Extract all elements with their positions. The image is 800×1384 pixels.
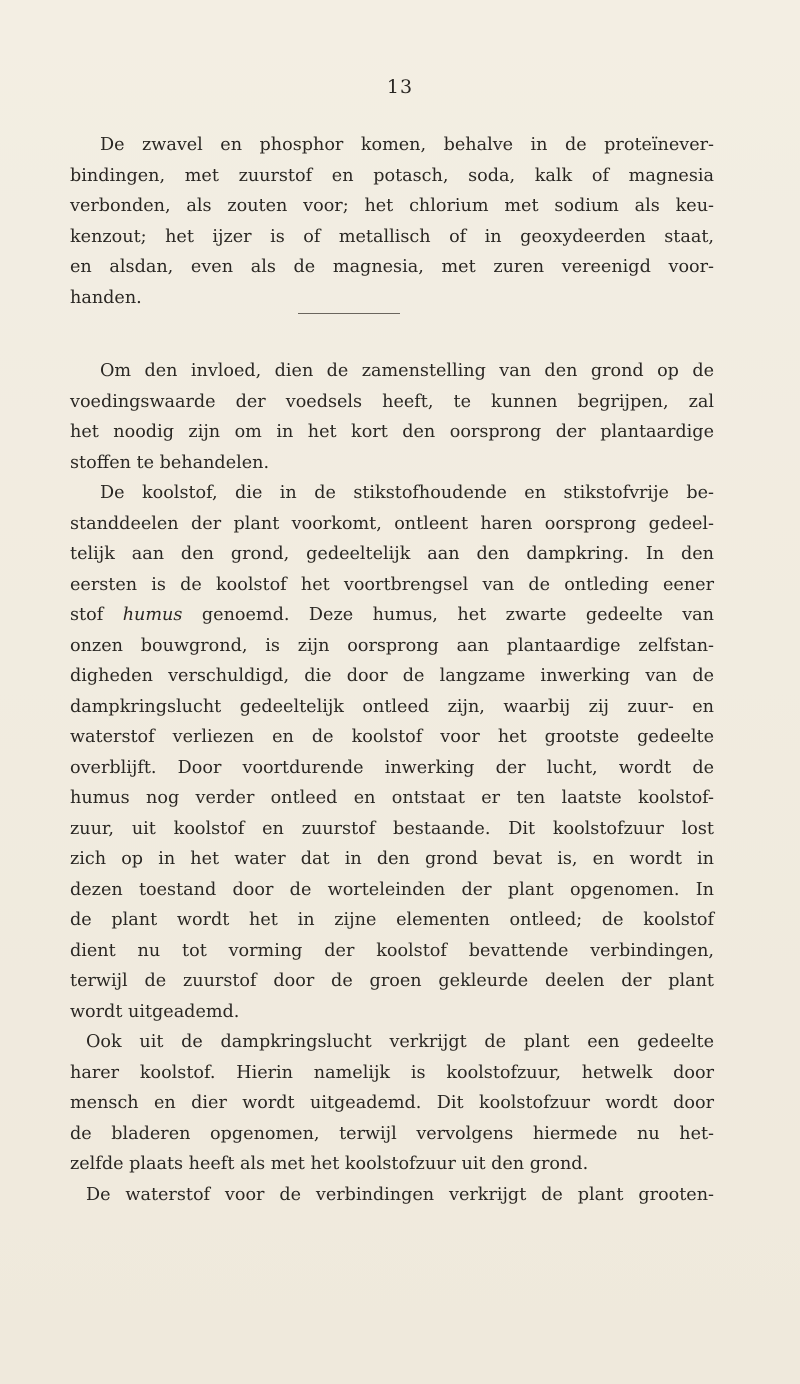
- text-line: handen.: [70, 287, 142, 308]
- text-line: humus nog verder ontleed en ontstaat er ten laatste koolstof-: [70, 788, 714, 808]
- section-divider: [298, 313, 400, 314]
- text-line: verbonden, als zouten voor; het chlorium met sodium als keu-: [70, 196, 714, 216]
- text-line: waterstof verliezen en de koolstof voor het grootste gedeelte: [70, 727, 714, 747]
- text-line: wordt uitgeademd.: [70, 1001, 240, 1022]
- text-line: De waterstof voor de verbindingen verkrijgt de plant grooten-: [86, 1184, 714, 1205]
- text-line: dampkringslucht gedeeltelijk ontleed zijn, waarbij zij zuur- en: [70, 696, 714, 717]
- text-line: bindingen, met zuurstof en potasch, soda, kalk of magnesia: [70, 165, 714, 186]
- text-line: de bladeren opgenomen, terwijl vervolgens hiermede nu het-: [70, 1123, 714, 1144]
- text-line: kenzout; het ijzer is of metallisch of in geoxydeerden staat,: [70, 226, 714, 247]
- text-line: standdeelen der plant voorkomt, ontleent haren oorsprong gedeel-: [70, 513, 714, 534]
- text-line: zuur, uit koolstof en zuurstof bestaande. Dit koolstofzuur lost: [70, 818, 714, 839]
- paragraph-dampkringslucht: [70, 1027, 714, 1180]
- text-line: zich op in het water dat in den grond bevat is, en wordt in: [70, 849, 714, 869]
- text-line: telijk aan den grond, gedeeltelijk aan den dampkring. In den: [70, 544, 714, 564]
- text-line: onzen bouwgrond, is zijn oorsprong aan plantaardige zelfstan-: [70, 635, 714, 656]
- text-line: digheden verschuldigd, die door de langzame inwerking van de: [70, 666, 714, 686]
- text-line: mensch en dier wordt uitgeademd. Dit koolstofzuur wordt door: [70, 1093, 714, 1113]
- text-line: terwijl de zuurstof door de groen gekleurde deelen der plant: [70, 971, 714, 991]
- text-line: dient nu tot vorming der koolstof bevattende verbindingen,: [70, 940, 714, 961]
- text-line: Ook uit de dampkringslucht verkrijgt de plant een gedeelte: [86, 1032, 714, 1052]
- text-line: overblijft. Door voortdurende inwerking der lucht, wordt de: [70, 757, 714, 778]
- paragraph-waterstof: [70, 1180, 714, 1211]
- emphasized-term: humus: [122, 605, 183, 625]
- text-line: dezen toestand door de worteleinden der plant opgenomen. In: [70, 879, 714, 900]
- paragraph-zwavel-phosphor: [70, 130, 714, 313]
- text-line: het noodig zijn om in het kort den oorsprong der plantaardige: [70, 422, 714, 442]
- text-line: en alsdan, even als de magnesia, met zuren vereenigd voor-: [70, 257, 714, 277]
- paragraph-invloed: [70, 356, 714, 478]
- text-line: De koolstof, die in de stikstofhoudende en stikstofvrije be-: [100, 483, 714, 503]
- text-line: zelfde plaats heeft als met het koolstofzuur uit den grond.: [70, 1154, 589, 1174]
- text-line: de plant wordt het in zijne elementen ontleed; de koolstof: [70, 910, 714, 930]
- text-line: De zwavel en phosphor komen, behalve in de proteïnever-: [100, 135, 714, 155]
- text-line: stoffen te behandelen.: [70, 452, 270, 473]
- text-line: Om den invloed, dien de zamenstelling van den grond op de: [100, 361, 714, 381]
- section-body: [70, 356, 714, 1210]
- paragraph-koolstof: [70, 478, 714, 1027]
- text-line: harer koolstof. Hierin namelijk is koolstofzuur, hetwelk door: [70, 1062, 714, 1083]
- page-number: 13: [386, 76, 414, 98]
- text-line: eersten is de koolstof het voortbrengsel van de ontleding eener: [70, 574, 714, 595]
- text-line: stof humus genoemd. Deze humus, het zwarte gedeelte van: [70, 605, 714, 625]
- text-line: voedingswaarde der voedsels heeft, te kunnen begrijpen, zal: [70, 391, 714, 412]
